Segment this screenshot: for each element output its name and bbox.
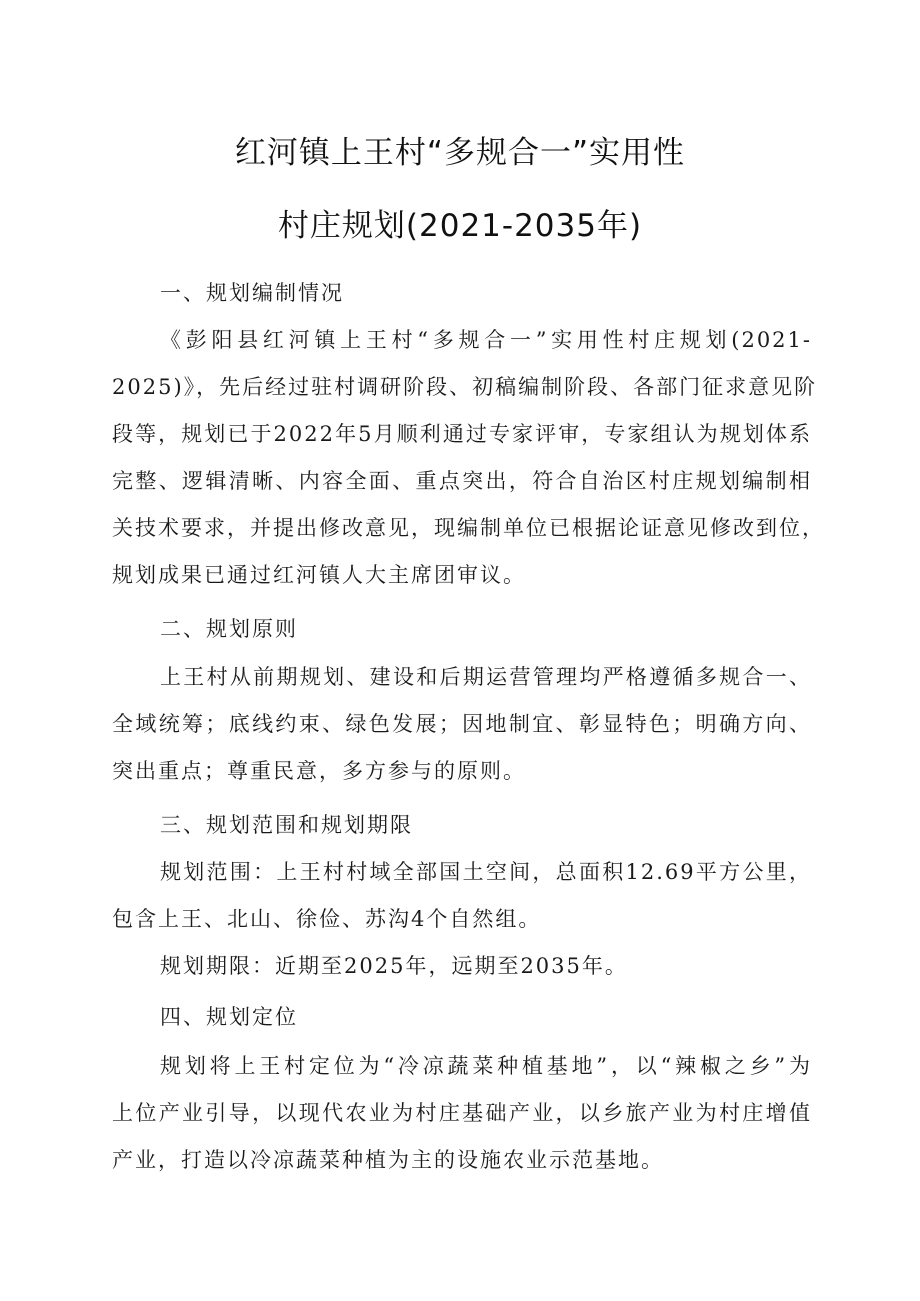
section-heading-1: 一、规划编制情况	[160, 281, 344, 305]
paragraph-line: 规划将上王村定位为“冷凉蔬菜种植基地”，以“辣椒之乡”为	[160, 1054, 812, 1078]
section-heading-2: 二、规划原则	[160, 617, 298, 641]
paragraph-line: 段等，规划已于2022年5月顺利通过专家评审，专家组认为规划体系	[112, 422, 812, 446]
document-title-line-1: 红河镇上王村“多规合一”实用性	[234, 135, 686, 171]
paragraph-line: 完整、逻辑清晰、内容全面、重点突出，符合自治区村庄规划编制相	[112, 469, 812, 493]
paragraph-line: 突出重点；尊重民意，多方参与的原则。	[112, 759, 526, 783]
section-heading-4: 四、规划定位	[160, 1005, 298, 1029]
section-heading-3: 三、规划范围和规划期限	[160, 813, 413, 837]
paragraph-line: 关技术要求，并提出修改意见，现编制单位已根据论证意见修改到位，	[112, 516, 825, 540]
paragraph-line: 2025)》，先后经过驻村调研阶段、初稿编制阶段、各部门征求意见阶	[112, 375, 818, 399]
paragraph-line: 《彭阳县红河镇上王村“多规合一”实用性村庄规划(2021-	[160, 328, 812, 352]
paragraph-line: 全域统筹；底线约束、绿色发展；因地制宜、彰显特色；明确方向、	[112, 712, 812, 736]
paragraph-line: 规划成果已通过红河镇人大主席团审议。	[112, 563, 526, 587]
paragraph-line: 规划期限：近期至2025年，远期至2035年。	[160, 954, 628, 978]
document-title-line-2: 村庄规划(2021-2035年)	[277, 208, 643, 244]
paragraph-line: 上王村从前期规划、建设和后期运营管理均严格遵循多规合一、	[160, 665, 812, 689]
paragraph-line: 规划范围：上王村村域全部国土空间，总面积12.69平方公里，	[160, 860, 812, 884]
paragraph-line: 包含上王、北山、徐俭、苏沟4个自然组。	[112, 907, 542, 931]
paragraph-line: 上位产业引导，以现代农业为村庄基础产业，以乡旅产业为村庄增值	[112, 1101, 812, 1125]
paragraph-line: 产业，打造以冷凉蔬菜种植为主的设施农业示范基地。	[112, 1148, 664, 1172]
